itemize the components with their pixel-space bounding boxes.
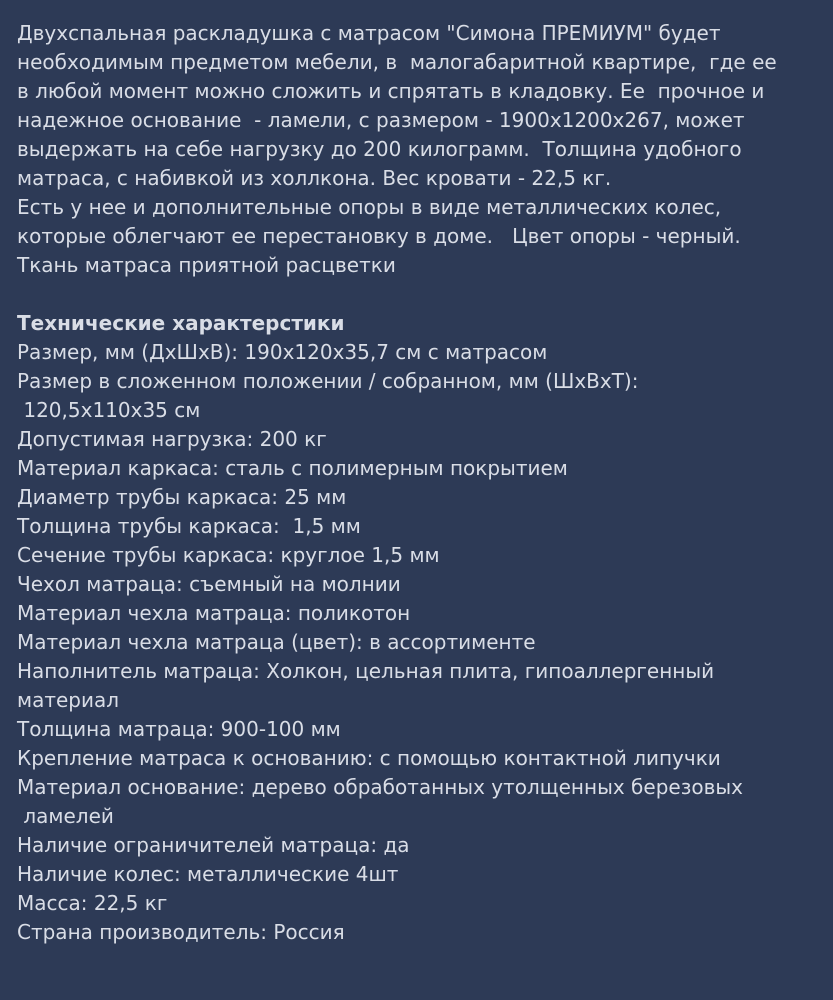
spec-line: Наполнитель матраца: Холкон, цельная плита, гипоаллергенный: [17, 659, 715, 683]
spec-line: 120,5х110х35 см: [17, 398, 201, 422]
spec-line: Диаметр трубы каркаса: 25 мм: [17, 485, 347, 509]
description-line: Есть у нее и дополнительные опоры в виде металлических колес,: [17, 195, 722, 219]
spec-line: Толщина матраца: 900-100 мм: [17, 717, 341, 741]
spec-line: Наличие ограничителей матраца: да: [17, 833, 410, 857]
spec-line: Материал каркаса: сталь с полимерным покрытием: [17, 456, 568, 480]
spec-line: Чехол матраца: съемный на молнии: [17, 572, 401, 596]
spec-line: Материал основание: дерево обработанных утолщенных березовых: [17, 775, 743, 799]
spec-line: Материал чехла матраца (цвет): в ассортименте: [17, 630, 536, 654]
specs-heading: Технические характерстики: [17, 311, 345, 335]
spec-line: Страна производитель: Россия: [17, 920, 345, 944]
spec-line: Размер, мм (ДхШхВ): 190х120х35,7 см с матрасом: [17, 340, 548, 364]
description-line: необходимым предметом мебели, в малогабаритной квартире, где ее: [17, 50, 777, 74]
spec-line: Наличие колес: металлические 4шт: [17, 862, 399, 886]
technical-specs: [17, 309, 809, 947]
product-description: [17, 19, 809, 280]
spec-line: материал: [17, 688, 120, 712]
spec-line: Материал чехла матраца: поликотон: [17, 601, 411, 625]
description-line: которые облегчают ее перестановку в доме. Цвет опоры - черный.: [17, 224, 741, 248]
description-line: в любой момент можно сложить и спрятать в кладовку. Ее прочное и: [17, 79, 765, 103]
spec-line: Допустимая нагрузка: 200 кг: [17, 427, 327, 451]
description-line: Двухспальная раскладушка с матрасом "Симона ПРЕМИУМ" будет: [17, 21, 721, 45]
spec-line: Размер в сложенном положении / собранном, мм (ШхВхТ):: [17, 369, 639, 393]
spec-line: Сечение трубы каркаса: круглое 1,5 мм: [17, 543, 440, 567]
description-line: Ткань матраса приятной расцветки: [17, 253, 396, 277]
description-line: выдержать на себе нагрузку до 200 килограмм. Толщина удобного: [17, 137, 742, 161]
spec-line: Толщина трубы каркаса: 1,5 мм: [17, 514, 361, 538]
spec-line: ламелей: [17, 804, 114, 828]
description-line: надежное основание - ламели, с размером - 1900х1200х267, может: [17, 108, 745, 132]
description-line: матраса, с набивкой из холлкона. Вес кровати - 22,5 кг.: [17, 166, 612, 190]
spec-line: Крепление матраса к основанию: с помощью контактной липучки: [17, 746, 721, 770]
spec-line: Масса: 22,5 кг: [17, 891, 168, 915]
